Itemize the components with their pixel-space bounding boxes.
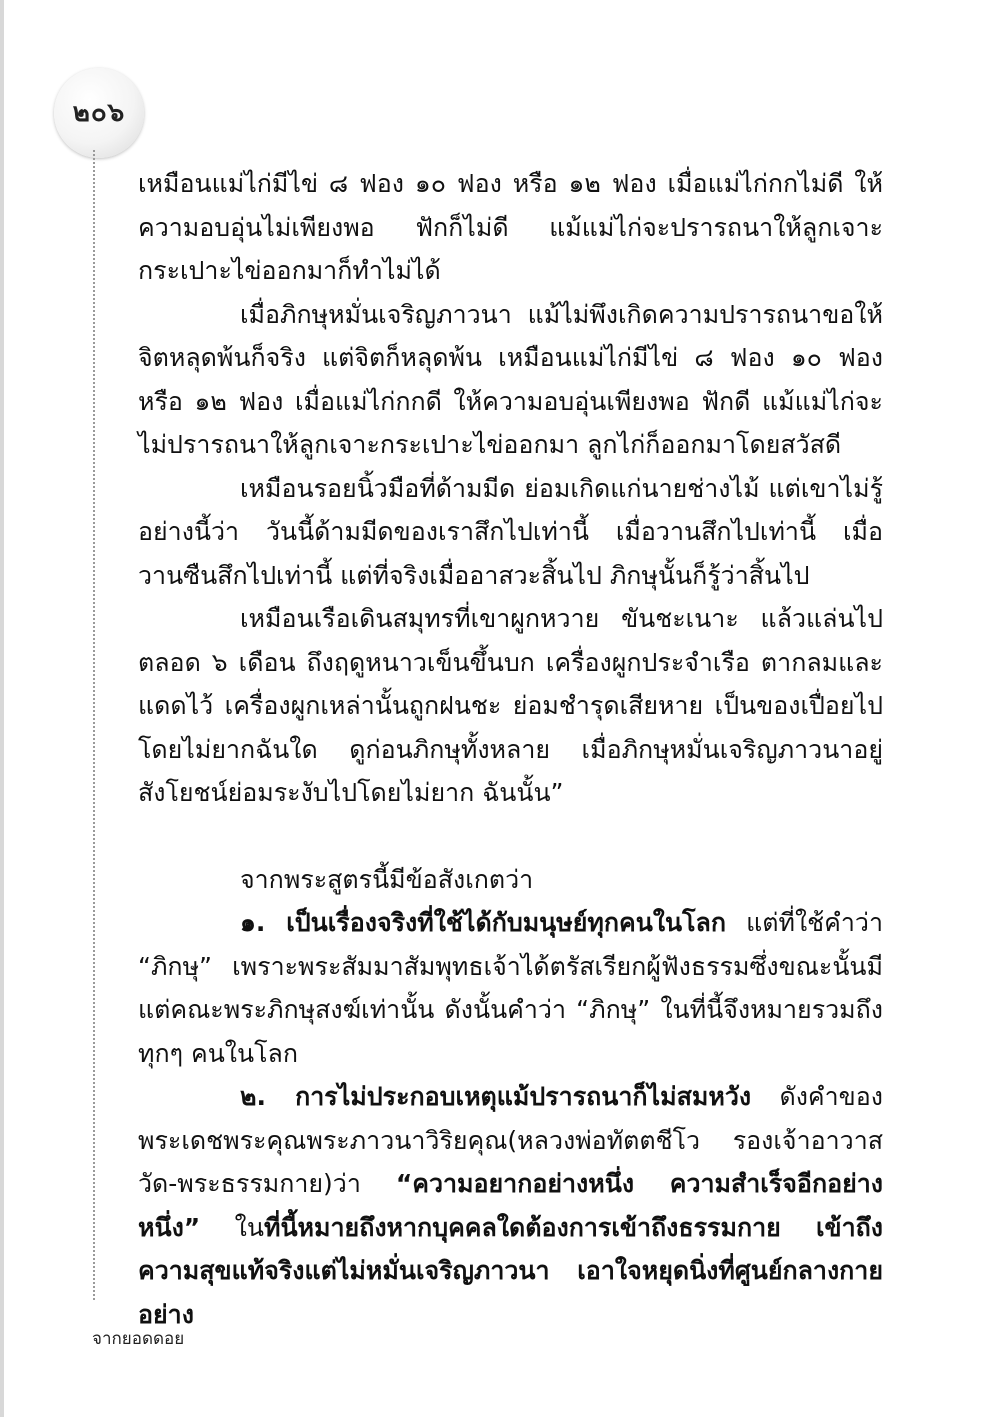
point-1-text: แต่ที่ใช้คำว่า “ภิกษุ” เพราะพระสัมมาสัมพุทธเจ้าได้ตรัสเรียกผู้ฟังธรรมซึ่งขณะนั้นมีแต่คณะพระภิกษุสงฆ์เท่านั้น ดังนั้นคำว่า “ภิกษุ” ในที่นี้จึงหมายรวมถึงทุกๆ คนในโลก <box>138 908 883 1068</box>
page-left-edge <box>0 0 4 1417</box>
point-1-heading: ๑. เป็นเรื่องจริงที่ใช้ได้กับมนุษย์ทุกคนในโลก <box>240 908 727 937</box>
paragraph-7 <box>138 1075 883 1336</box>
book-title-footer: จากยอดดอย <box>92 1329 185 1349</box>
page-number: ๒๐๖ <box>72 98 126 128</box>
point-2-text-2: ใน <box>200 1212 264 1242</box>
paragraph-5: จากพระสูตรนี้มีข้อสังเกตว่า <box>240 864 534 894</box>
paragraph-4: เหมือนเรือเดินสมุทรที่เขาผูกหวาย ขันชะเนาะ แล้วแล่นไปตลอด ๖ เดือน ถึงฤดูหนาวเข็นขึ้นบก เครื่องผูกประจำเรือ ตากลมและแดดไว้ เครื่องผูกเหล่านั้นถูกฝนชะ ย่อมชำรุดเสียหาย เป็นของเปื่อยไปโดยไม่ยากฉันใด ดูก่อนภิกษุทั้งหลาย เมื่อภิกษุหมั่นเจริญภาวนาอยู่ สังโยชน์ย่อมระงับไปโดยไม่ยาก ฉันนั้น” <box>138 604 883 807</box>
point-2-heading: ๒. การไม่ประกอบเหตุแม้ปรารถนาก็ไม่สมหวัง <box>240 1082 752 1111</box>
point-2-quote: “ความอยากอย่างหนึ่ง ความสำเร็จอีกอย่างหนึ่ง” <box>138 1169 883 1242</box>
paragraph-1: เหมือนแม่ไก่มีไข่ ๘ ฟอง ๑๐ ฟอง หรือ ๑๒ ฟอง เมื่อแม่ไก่กกไม่ดี ให้ความอบอุ่นไม่เพียงพอ ฟักก็ไม่ดี แม้แม่ไก่จะปรารถนาให้ลูกเจาะกระเปาะไข่ออกมาก็ทำไม่ได้ <box>138 169 883 285</box>
point-2-text: ดังคำของพระเดชพระคุณพระภาวนาวิริยคุณ(หลวงพ่อทัตตชีโว รองเจ้าอาวาสวัด-พระธรรมกาย)ว่า <box>138 1082 883 1198</box>
paragraph-6 <box>138 901 883 1075</box>
paragraph-2: เมื่อภิกษุหมั่นเจริญภาวนา แม้ไม่พึงเกิดความปรารถนาขอให้จิตหลุดพ้นก็จริง แต่จิตก็หลุดพ้น เหมือนแม่ไก่มีไข่ ๘ ฟอง ๑๐ ฟอง หรือ ๑๒ ฟอง เมื่อแม่ไก่กกดี ให้ความอบอุ่นเพียงพอ ฟักดี แม้แม่ไก่จะไม่ปรารถนาให้ลูกเจาะกระเปาะไข่ออกมา ลูกไก่ก็ออกมาโดยสวัสดี <box>138 299 883 459</box>
paragraph-3: เหมือนรอยนิ้วมือที่ด้ามมีด ย่อมเกิดแก่นายช่างไม้ แต่เขาไม่รู้อย่างนี้ว่า วันนี้ด้ามมีดของเราสึกไปเท่านี้ เมื่อวานสึกไปเท่านี้ เมื่อวานซืนสึกไปเท่านี้ แต่ที่จริงเมื่ออาสวะสิ้นไป ภิกษุนั้นก็รู้ว่าสิ้นไป <box>138 473 883 590</box>
body-text <box>138 162 883 1336</box>
margin-dotted-rule <box>93 150 95 1300</box>
point-2-emphasis: ที่นี้หมายถึงหากบุคคลใดต้องการเข้าถึงธรรมกาย เข้าถึงความสุขแท้จริงแต่ไม่หมั่นเจริญภาวนา เอาใจหยุดนิ่งที่ศูนย์กลางกาย อย่าง <box>138 1212 883 1329</box>
